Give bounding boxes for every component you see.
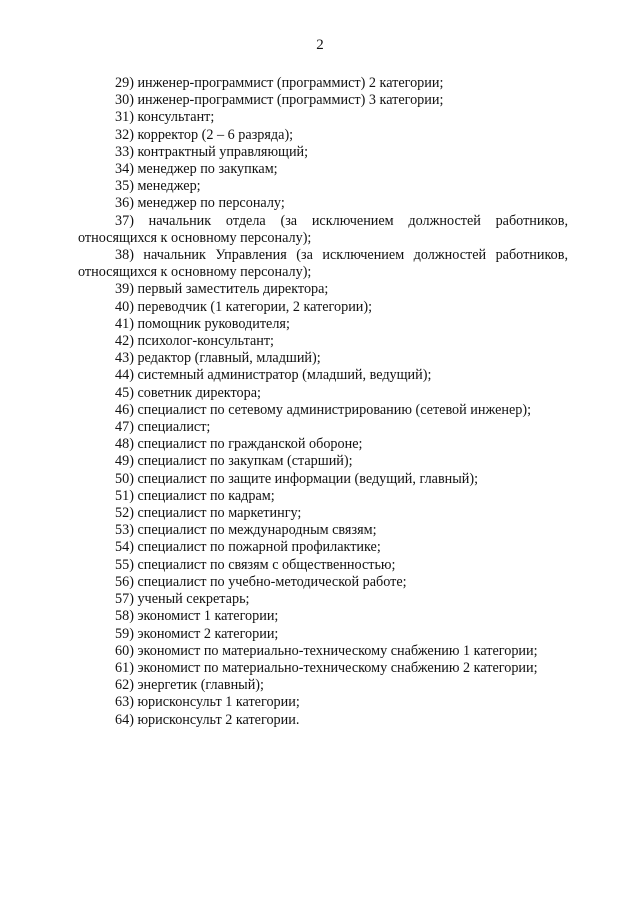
list-item: 32) корректор (2 – 6 разряда); [115,126,294,143]
list-item: 42) психолог-консультант; [115,333,274,350]
list-item: 48) специалист по гражданской обороне; [115,436,363,453]
list-item: 60) экономист по материально-техническому снабжению 1 категории; [115,642,538,659]
list-item: 56) специалист по учебно-методической работе; [115,573,407,590]
list-item: 41) помощник руководителя; [115,315,290,332]
list-item: 39) первый заместитель директора; [115,281,329,298]
list-item: 40) переводчик (1 категории, 2 категории); [115,298,373,315]
list-item: 36) менеджер по персоналу; [115,195,285,212]
list-item: 30) инженер-программист (программист) 3 категории; [115,92,444,109]
page-number: 2 [316,37,324,53]
list-item: 53) специалист по международным связям; [115,522,377,539]
list-item: 38) начальник Управления (за исключением должностей работников, относящихся к основному персоналу); [78,247,568,281]
list-item: 49) специалист по закупкам (старший); [115,453,353,470]
list-item: 55) специалист по связям с общественностью; [115,556,396,573]
list-item: 44) системный администратор (младший, ведущий); [115,367,432,384]
list-item: 57) ученый секретарь; [115,591,250,608]
list-item: 35) менеджер; [115,178,201,195]
list-item: 61) экономист по материально-техническому снабжению 2 категории; [115,659,538,676]
list-item: 64) юрисконсульт 2 категории. [115,711,300,728]
list-item: 45) советник директора; [115,384,261,401]
list-item: 33) контрактный управляющий; [115,143,309,160]
list-item: 43) редактор (главный, младший); [115,350,321,367]
list-item: 47) специалист; [115,419,211,436]
list-item: 58) экономист 1 категории; [115,608,279,625]
list-item: 50) специалист по защите информации (ведущий, главный); [115,470,479,487]
list-item: 62) энергетик (главный); [115,677,264,694]
list-item: 54) специалист по пожарной профилактике; [115,539,381,556]
list-item: 63) юрисконсульт 1 категории; [115,694,300,711]
list-item: 51) специалист по кадрам; [115,487,275,504]
list-item: 59) экономист 2 категории; [115,625,279,642]
positions-list [78,75,568,729]
list-item: 31) консультант; [115,109,215,126]
list-item: 46) специалист по сетевому администрированию (сетевой инженер); [115,401,532,418]
list-item: 29) инженер-программист (программист) 2 категории; [115,75,444,91]
list-item: 52) специалист по маркетингу; [115,505,302,522]
list-item: 34) менеджер по закупкам; [115,161,278,178]
list-item: 37) начальник отдела (за исключением должностей работников, относящихся к основному персоналу); [78,212,568,246]
